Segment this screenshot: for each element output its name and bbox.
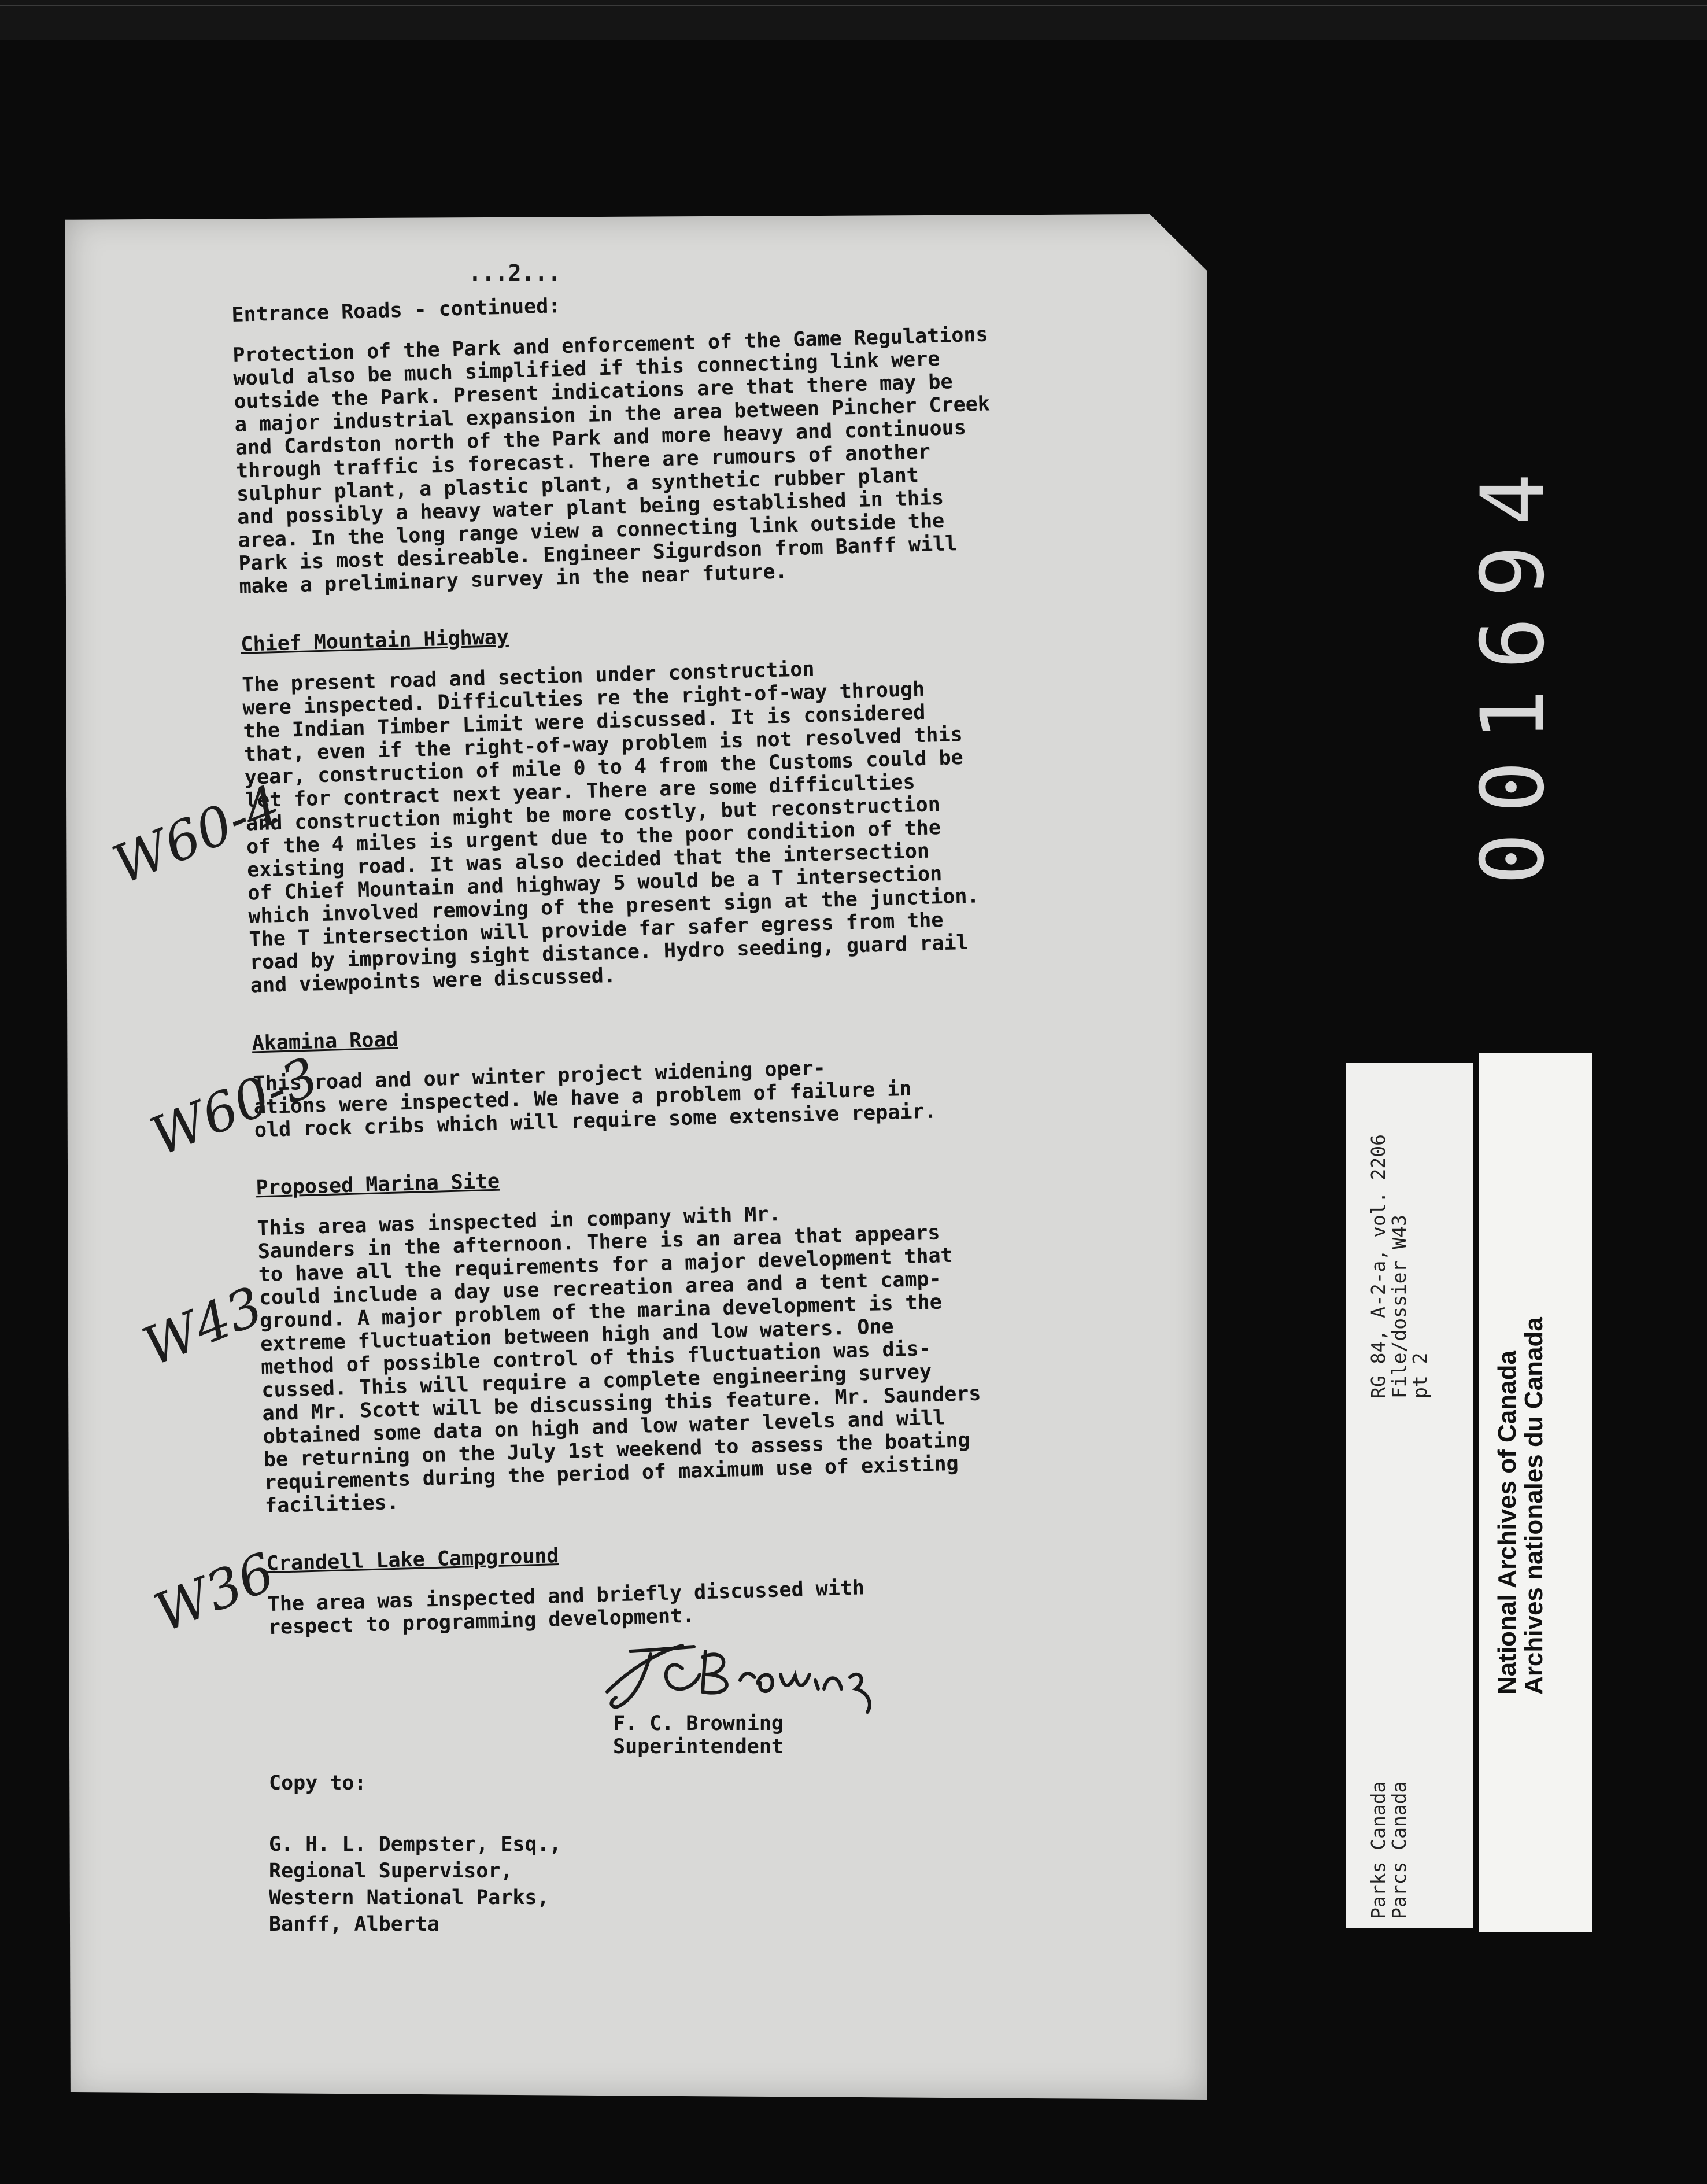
signature-image xyxy=(596,1634,896,1715)
signer-name: F. C. Browning xyxy=(613,1712,784,1735)
section-text: The area was inspected and briefly discussed with respect to programming development. xyxy=(267,1576,865,1640)
section-text: Protection of the Park and enforcement of the Game Regulations would also be much simplified if this connecting link were outside the Park. Present indications are that there may be a major industrial expansion in the area between Pincher Creek and Cardston north of the Park and more heavy and continuous through traffic is forecast. There are rumours of another sulphur plant, a plastic plant, a synthetic rubber plant and possibly a heavy water plant being established in this area. In the long range view a connecting link outside the Park is most desireable. Engineer Sigurdson from Banff will make a preliminary survey in the near future. xyxy=(232,323,991,599)
archive-agency: Parks Canada Parcs Canada xyxy=(1367,1781,1410,1919)
section-heading: Crandell Lake Campground xyxy=(266,1544,559,1576)
archive-reference: RG 84, A-2-a, vol. 2206 File/dossier W43 pt 2 xyxy=(1367,1134,1431,1399)
section-text: This area was inspected in company with Mr. Saunders in the afternoon. There is an area that appears to have all the requirements for a major development that could include a day use recreation area and a tent camp- ground. A major problem of the marina development is the extreme fluctuation between high and low waters. One method of possible control of this fluctuation was dis- cussed. This will require a complete engineering survey and Mr. Scott will be discussing this feature. Mr. Saunders obtained some data on high and low water levels and will be returning on the July 1st weekend to assess the boating requirements during the period of maximum use of existing facilities. xyxy=(257,1202,981,1518)
archive-institution: National Archives of Canada Archives nationales du Canada xyxy=(1493,1317,1548,1695)
copy-to-recipient: G. H. L. Dempster, Esq., Regional Supervisor, Western National Parks, Banff, Alberta xyxy=(269,1833,561,1936)
copy-to-block xyxy=(269,1770,561,1938)
film-scratch xyxy=(0,5,1707,6)
signer-title: Superintendent xyxy=(613,1735,784,1758)
frame-number: 001694 xyxy=(1463,453,1564,885)
section-chief-mountain xyxy=(241,610,1083,998)
handwritten-note: W43 xyxy=(134,1275,271,1378)
section-heading: Akamina Road xyxy=(252,1028,399,1056)
handwritten-note: W36 xyxy=(146,1541,283,1644)
section-text: The present road and section under construction were inspected. Difficulties re the right-of-way through the Indian Timber Limit were discussed. It is considered that, even if the right-of-way problem is not resolved this year, construction of mile 0 to 4 from the Customs could be let for contract next year. There are some difficulties and construction might be more costly, but reconstruction of the 4 miles is urgent due to the poor condition of the existing road. It was also decided that the intersection of Chief Mountain and highway 5 would be a T intersection which involved removing of the present sign at the junction. The T intersection will provide far safer egress from the road by improving sight distance. Hydro seeding, guard rail and viewpoints were discussed. xyxy=(241,658,980,998)
archive-label-left xyxy=(1346,1063,1473,1928)
document-body xyxy=(231,281,1101,1639)
section-heading: Proposed Marina Site xyxy=(256,1170,500,1200)
archive-label-right xyxy=(1479,1053,1592,1932)
section-heading: Entrance Roads - continued: xyxy=(231,294,561,327)
signer-block xyxy=(613,1712,784,1758)
handwritten-note: W60-3 xyxy=(142,1045,327,1168)
section-akamina-road xyxy=(252,1009,1087,1142)
handwritten-note: W60-4 xyxy=(104,773,290,897)
page-number: ...2... xyxy=(468,260,561,286)
section-marina-site xyxy=(256,1153,1098,1518)
copy-to-label: Copy to: xyxy=(269,1772,367,1795)
section-entrance-roads xyxy=(231,281,1072,599)
section-text: This road and our winter project widening oper- ations were inspected. We have a problem of failure in old rock cribs which will require some extensive repair. xyxy=(253,1056,937,1142)
section-heading: Chief Mountain Highway xyxy=(240,625,509,656)
